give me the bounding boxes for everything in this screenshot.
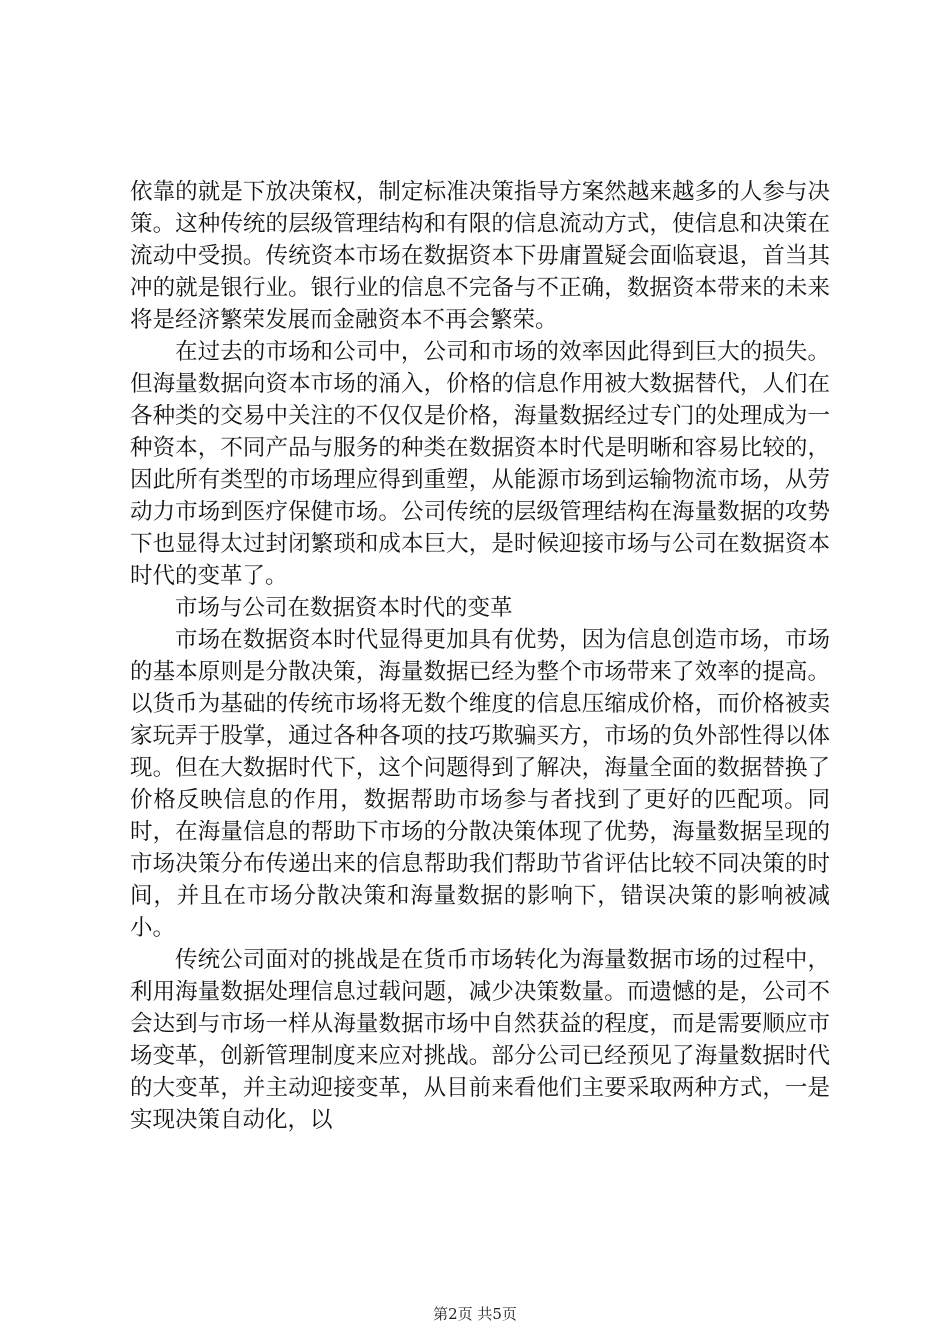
paragraph: 传统公司面对的挑战是在货币市场转化为海量数据市场的过程中，利用海量数据处理信息过载问题，减少决策数量。而遗憾的是，公司不会达到与市场一样从海量数据市场中自然获益的程度，而是需要顺应市场变革，创新管理制度来应对挑战。部分公司已经预见了海量数据时代的大变革，并主动迎接变革，从目前来看他们主要采取两种方式，一是实现决策自动化，以 [130,947,830,1133]
document-body [130,176,830,1136]
paragraph-continuation: 依靠的就是下放决策权，制定标准决策指导方案然越来越多的人参与决策。这种传统的层级管理结构和有限的信息流动方式，使信息和决策在流动中受损。传统资本市场在数据资本下毋庸置疑会面临衰退，首当其冲的就是银行业。银行业的信息不完备与不正确，数据资本带来的未来将是经济繁荣发展而金融资本不再会繁荣。 [130,179,830,333]
section-heading: 市场与公司在数据资本时代的变革 [175,595,513,621]
paragraph: 在过去的市场和公司中，公司和市场的效率因此得到巨大的损失。但海量数据向资本市场的涌入，价格的信息作用被大数据替代，人们在各种类的交易中关注的不仅仅是价格，海量数据经过专门的处理成为一种资本，不同产品与服务的种类在数据资本时代是明晰和容易比较的，因此所有类型的市场理应得到重塑，从能源市场到运输物流市场，从劳动力市场到医疗保健市场。公司传统的层级管理结构在海量数据的攻势下也显得太过封闭繁琐和成本巨大，是时候迎接市场与公司在数据资本时代的变革了。 [130,339,830,589]
paragraph: 市场在数据资本时代显得更加具有优势，因为信息创造市场，市场的基本原则是分散决策，海量数据已经为整个市场带来了效率的提高。以货币为基础的传统市场将无数个维度的信息压缩成价格，而价格被卖家玩弄于股掌，通过各种各项的技巧欺骗买方，市场的负外部性得以体现。但在大数据时代下，这个问题得到了解决，海量全面的数据替换了价格反映信息的作用，数据帮助市场参与者找到了更好的匹配项。同时，在海量信息的帮助下市场的分散决策体现了优势，海量数据呈现的市场决策分布传递出来的信息帮助我们帮助节省评估比较不同决策的时间，并且在市场分散决策和海量数据的影响下，错误决策的影响被减小。 [130,627,830,941]
page-number-footer: 第2页 共5页 [433,1305,517,1323]
